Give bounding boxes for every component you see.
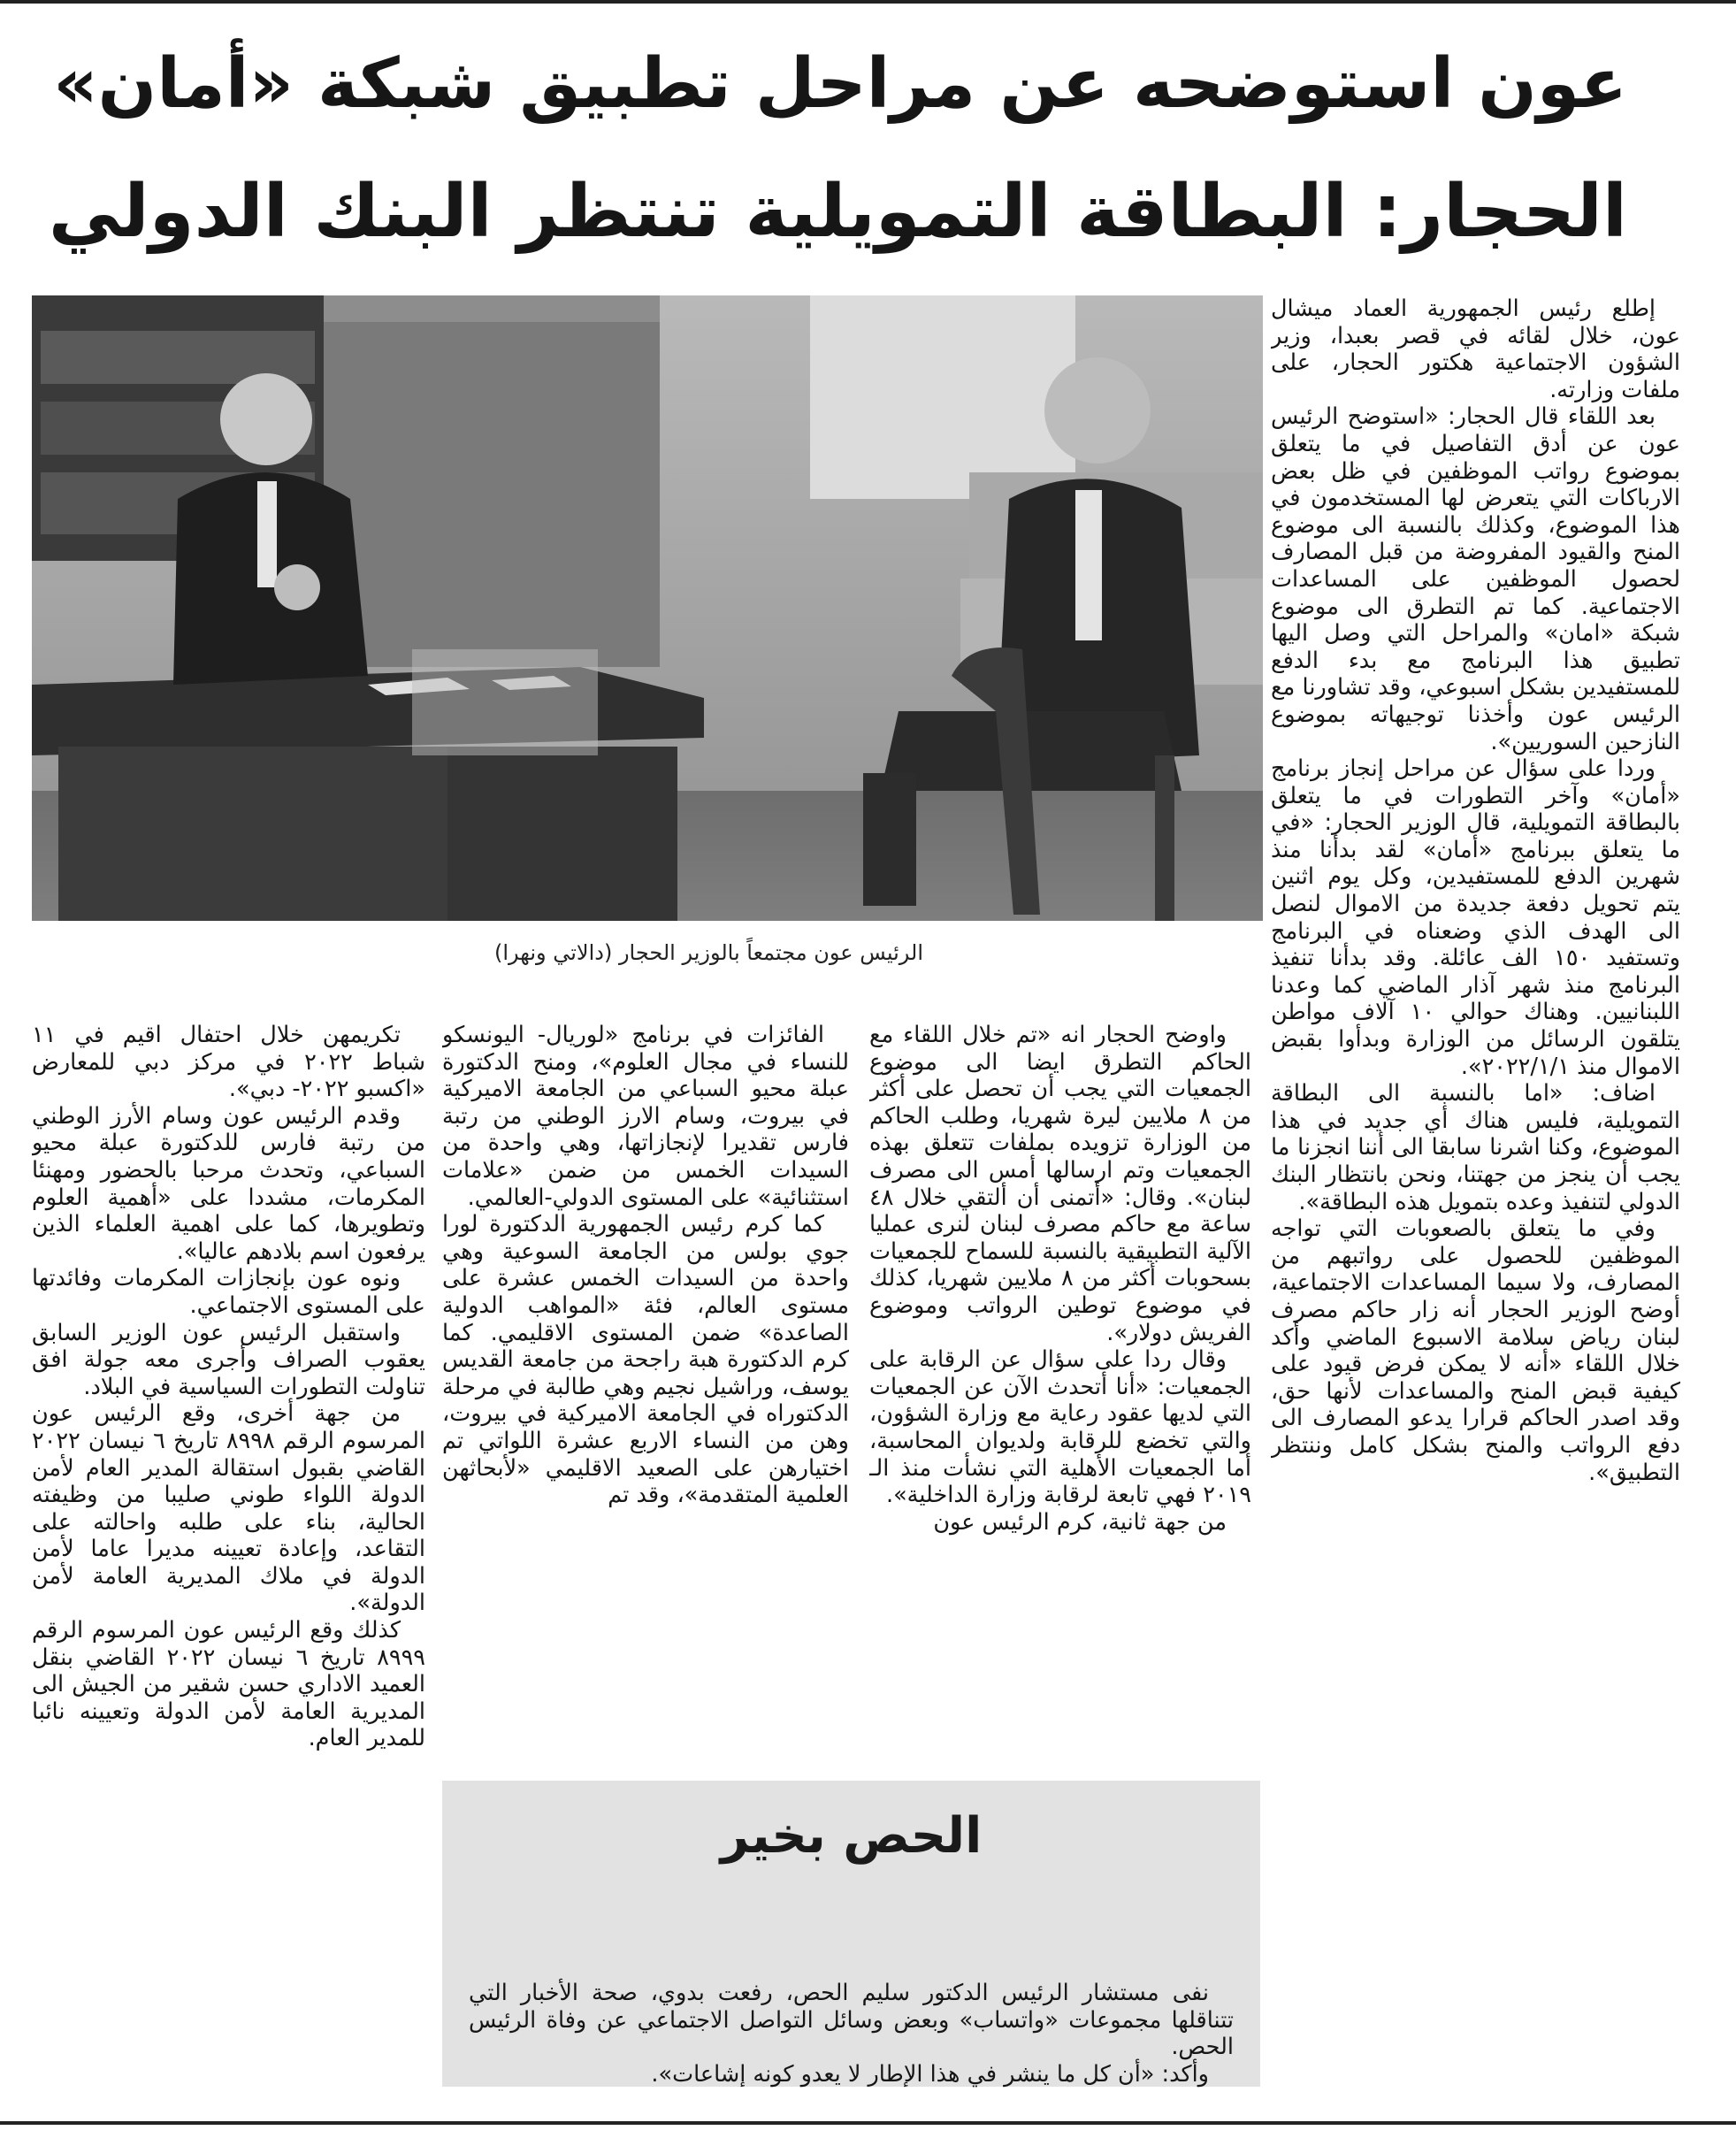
paragraph: وقال ردا على سؤال عن الرقابة على الجمعيات: «أنا أتحدث الآن عن الجمعيات التي لديها عقود رعاية مع وزارة الشؤون، والتي تخضع للرقابة ولديوان المحاسبة، أما الجمعيات الأهلية التي نشأت منذ الـ ٢٠١٩ فهي تابعة لرقابة وزارة الداخلية». (869, 1346, 1251, 1509)
paragraph: وقدم الرئيس عون وسام الأرز الوطني من رتبة فارس للدكتورة عبلة محيو السباعي، وتحدث مرحبا بالحضور ومهنئا المكرمات، مشددا على «أهمية العلوم وتطويرها، كما على اهمية العلماء الذين يرفعون اسم بلادهم عاليا». (32, 1102, 425, 1265)
photo-caption: الرئيس عون مجتمعاً بالوزير الحجار (دالاتي ونهرا) (494, 940, 923, 965)
paragraph: بعد اللقاء قال الحجار: «استوضح الرئيس عون عن أدق التفاصيل في ما يتعلق بموضوع رواتب الموظفين في ظل بعض الارباكات التي يتعرض لها المستخدمون في هذا الموضوع، وكذلك بالنسبة الى موضوع المنح والقيود المفروضة من قبل المصارف لحصول الموظفين على المساعدات الاجتماعية. كما تم التطرق الى موضوع شبكة «امان» والمراحل التي وصل اليها تطبيق هذا البرنامج مع بدء الدفع للمستفيدين بشكل اسبوعي، وقد تشاورنا مع الرئيس عون وأخذنا توجيهاته بموضوع النازحين السوريين». (1271, 403, 1680, 755)
paragraph: تكريمهن خلال احتفال اقيم في ١١ شباط ٢٠٢٢ في مركز دبي للمعارض «اكسبو ٢٠٢٢- دبي». (32, 1022, 425, 1103)
paragraph: وفي ما يتعلق بالصعوبات التي تواجه الموظفين للحصول على رواتبهم من المصارف، ولا سيما المساعدات الاجتماعية، أوضح الوزير الحجار أنه زار حاكم مصرف لبنان رياض سلامة الاسبوع الماضي وأكد خلال اللقاء «أنه لا يمكن فرض قيود على كيفية قبض المنح والمساعدات لأنها حق، وقد اصدر الحاكم قرارا يدعو المصارف الى دفع الرواتب والمنح بشكل كامل وننتظر التطبيق». (1271, 1215, 1680, 1486)
photo-illustration (32, 295, 1263, 921)
article-column-right (1271, 295, 1680, 2104)
paragraph: كذلك وقع الرئيس عون المرسوم الرقم ٨٩٩٩ تاريخ ٦ نيسان ٢٠٢٢ القاضي بنقل العميد الاداري حسن شقير من الجيش الى المديرية العامة لأمن الدولة وتعيينه نائبا للمدير العام. (32, 1617, 425, 1752)
paragraph: الفائزات في برنامج «لوريال- اليونسكو للنساء في مجال العلوم»، ومنح الدكتورة عبلة محيو السباعي من الجامعة الاميركية في بيروت، وسام الارز الوطني من رتبة فارس تقديرا لإنجازاتها، وهي واحدة من السيدات الخمس من ضمن «علامات استثنائية» على المستوى الدولي-العالمي. (442, 1022, 849, 1211)
box-title: الحص بخير (720, 1807, 983, 1865)
headline-line-2: الحجار: البطاقة التمويلية تنتظر البنك الدولي (48, 170, 1627, 254)
paragraph: وأكد: «أن كل ما ينشر في هذا الإطار لا يعدو كونه إشاعات». (651, 2060, 1209, 2088)
paragraph: من جهة ثانية، كرم الرئيس عون (933, 1508, 1227, 1536)
paragraph: ونوه عون بإنجازات المكرمات وفائدتها على المستوى الاجتماعي. (32, 1265, 425, 1319)
paragraph: نفى مستشار الرئيس الدكتور سليم الحص، رفعت بدوي، صحة الأخبار التي تتناقلها مجموعات «واتساب» وبعض وسائل التواصل الاجتماعي عن وفاة الرئيس الحص. (469, 1980, 1234, 2061)
paragraph: واستقبل الرئيس عون الوزير السابق يعقوب الصراف وأجرى معه جولة افق تناولت التطورات السياسية في البلاد. (32, 1319, 425, 1400)
box-body (469, 1980, 1234, 2088)
bottom-rule (0, 2121, 1736, 2125)
paragraph: من جهة أخرى، وقع الرئيس عون المرسوم الرقم ٨٩٩٨ تاريخ ٦ نيسان ٢٠٢٢ القاضي بقبول استقالة المدير العام لأمن الدولة اللواء طوني صليبا من وظيفته الحالية، بناء على طلبه واحالته على التقاعد، وإعادة تعيينه مديرا عاما لأمن الدولة في ملاك المديرية العامة لأمن الدولة». (32, 1400, 425, 1617)
article-column-left (32, 1022, 425, 2074)
paragraph: واوضح الحجار انه «تم خلال اللقاء مع الحاكم التطرق ايضا الى موضوع الجمعيات التي يجب أن تحصل على أكثر من ٨ ملايين ليرة شهريا، وطلب الحاكم من الوزارة تزويده بملفات تتعلق بهذه الجمعيات وتم ارسالها أمس الى مصرف لبنان». وقال: «أتمنى أن ألتقي خلال ٤٨ ساعة مع حاكم مصرف لبنان لنرى عمليا الآلية التطبيقية بالنسبة للسماح للجمعيات بسحوبات أكثر من ٨ ملايين شهريا، كذلك في موضوع توطين الرواتب وموضوع الفريش دولار». (869, 1022, 1251, 1346)
top-rule (0, 0, 1736, 4)
headline-line-1: عون استوضحه عن مراحل تطبيق شبكة «أمان» (53, 44, 1627, 124)
paragraph: اضاف: «اما بالنسبة الى البطاقة التمويلية، فليس هناك أي جديد في هذا الموضوع، وكنا اشرنا سابقا الى أننا انجزنا ما يجب أن ينجز من جهتنا، ونحن بانتظار البنك الدولي لتنفيذ وعده بتمويل هذه البطاقة». (1271, 1080, 1680, 1215)
paragraph: إطلع رئيس الجمهورية العماد ميشال عون، خلال لقائه في قصر بعبدا، وزير الشؤون الاجتماعية هكتور الحجار، على ملفات وزارته. (1271, 295, 1680, 403)
sidebar-news-box (442, 1781, 1260, 2087)
paragraph: كما كرم رئيس الجمهورية الدكتورة لورا جوي بولس من الجامعة السوعية وهي واحدة من السيدات الخمس عشرة على مستوى العالم، فئة «المواهب الدولية الصاعدة» ضمن المستوى الاقليمي. كما كرم الدكتورة هبة راجحة من جامعة القديس يوسف، وراشيل نجيم وهي طالبة في مرحلة الدكتوراه في الجامعة الاميركية في بيروت، وهن من النساء الاربع عشرة اللواتي تم اختيارهن على الصعيد الاقليمي «لأبحاثهن العلمية المتقدمة»، وقد تم (442, 1211, 849, 1509)
news-photo (32, 295, 1263, 921)
paragraph: وردا على سؤال عن مراحل إنجاز برنامج «أمان» وآخر التطورات في ما يتعلق بالبطاقة التمويلية، قال الوزير الحجار: «في ما يتعلق ببرنامج «أمان» لقد بدأنا منذ شهرين الدفع للمستفيدين، وكل يوم اثنين يتم تحويل دفعة جديدة من الاموال لنصل الى الهدف الذي وضعناه في البرنامج وتستفيد ١٥٠ الف عائلة. وقد بدأنا تنفيذ البرنامج منذ شهر آذار الماضي كما وعدنا اللبنانيين. وهناك حوالي ١٠ آلاف مواطن يتلقون الرسائل من الوزارة وبدأوا بقبض الاموال منذ ٢٠٢٢/١/١». (1271, 755, 1680, 1080)
